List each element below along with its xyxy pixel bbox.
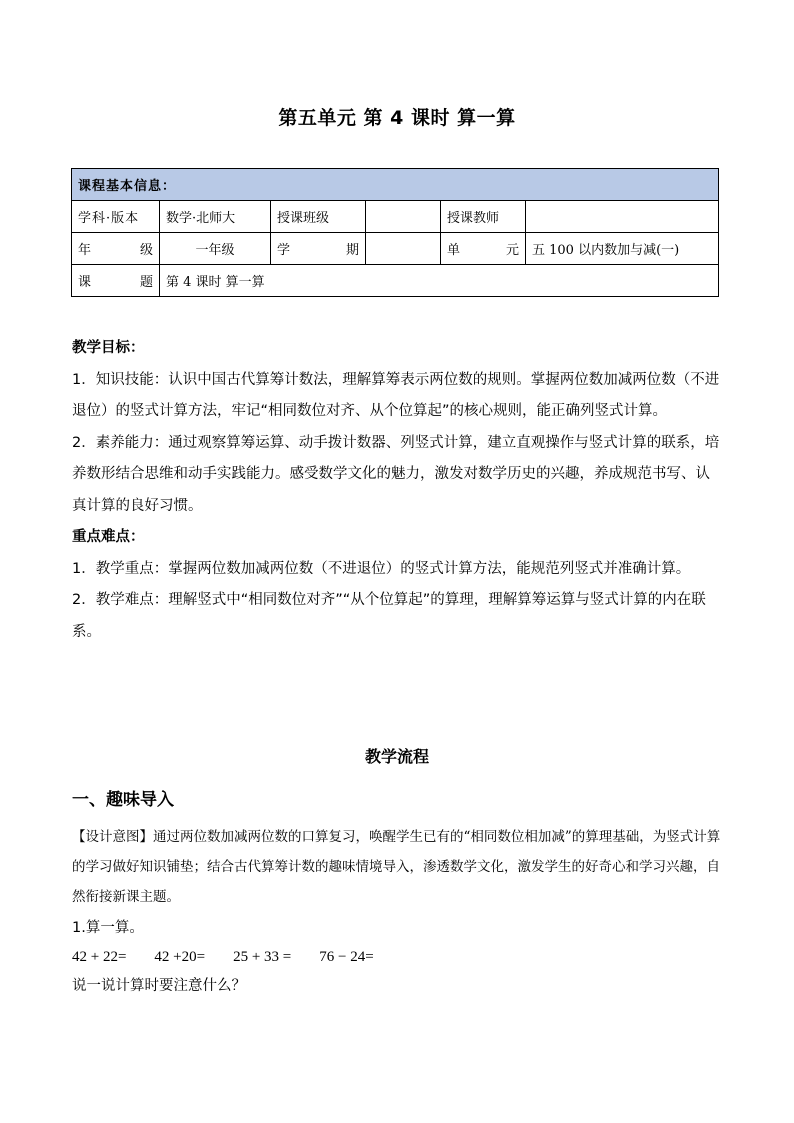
- goals-heading: 教学目标：: [72, 340, 145, 356]
- key-heading: 重点难点：: [72, 529, 145, 545]
- equation: 25 + 33 =: [233, 949, 292, 965]
- equation-list: [72, 943, 724, 972]
- practice-section: [72, 914, 724, 1001]
- term-label: 学 期: [271, 233, 366, 265]
- key-paragraph-2: 2．教学难点：理解竖式中“相同数位对齐”“从个位算起”的算理，理解算筹运算与竖式计算的内在联系。: [72, 592, 706, 640]
- practice-question: 说一说计算时要注意什么？: [72, 978, 246, 994]
- class-label: 授课班级: [271, 201, 366, 233]
- table-header: 课程基本信息：: [72, 169, 719, 201]
- topic-value: 第 4 课时 算一算: [160, 265, 719, 297]
- page-title: 第五单元 第 4 课时 算一算: [278, 107, 516, 129]
- part-1-title: 一、趣味导入: [72, 790, 174, 810]
- key-paragraph-1: 1．教学重点：掌握两位数加减两位数（不进退位）的竖式计算方法，能规范列竖式并准确计算。: [72, 560, 691, 577]
- goal-paragraph-1: 1．知识技能：认识中国古代算筹计数法，理解算筹表示两位数的规则。掌握两位数加减两位数（不进退位）的竖式计算方法，牢记“相同数位对齐、从个位算起”的核心规则，能正确列竖式计算。: [72, 371, 720, 419]
- equation: 76 − 24=: [319, 949, 374, 965]
- design-intent: [72, 822, 724, 912]
- goal-paragraph-2: 2．素养能力：通过观察算筹运算、动手拨计数器、列竖式计算，建立直观操作与竖式计算的联系，培养数形结合思维和动手实践能力。感受数学文化的魅力，激发对数学历史的兴趣，养成规范书写、认真计算的良好习惯。: [72, 434, 720, 514]
- table-row: [72, 233, 719, 265]
- teacher-value: [526, 201, 719, 233]
- design-paragraph: 【设计意图】通过两位数加减两位数的口算复习，唤醒学生已有的“相同数位相加减”的算理基础，为竖式计算的学习做好知识铺垫；结合古代算筹计数的趣味情境导入，渗透数学文化，激发学生的好奇心和学习兴趣，自然衔接新课主题。: [72, 829, 721, 905]
- unit-value: 五 100 以内数加与减(一): [526, 233, 719, 265]
- term-value: [366, 233, 441, 265]
- teacher-label: 授课教师: [441, 201, 526, 233]
- subject-value: 数学·北师大: [160, 201, 271, 233]
- table-row: [72, 265, 719, 297]
- table-row: [72, 201, 719, 233]
- flow-title: 教学流程: [364, 747, 429, 766]
- teaching-goals: [72, 333, 724, 648]
- grade-value: 一年级: [160, 233, 271, 265]
- subject-label: 学科·版本: [72, 201, 160, 233]
- class-value: [366, 201, 441, 233]
- topic-label: 课 题: [72, 265, 160, 297]
- equation: 42 +20=: [154, 949, 206, 965]
- unit-label: 单 元: [441, 233, 526, 265]
- grade-label: 年 级: [72, 233, 160, 265]
- equation: 42 + 22=: [72, 949, 127, 965]
- practice-task: 1.算一算。: [72, 920, 144, 936]
- course-info-table: [71, 168, 719, 297]
